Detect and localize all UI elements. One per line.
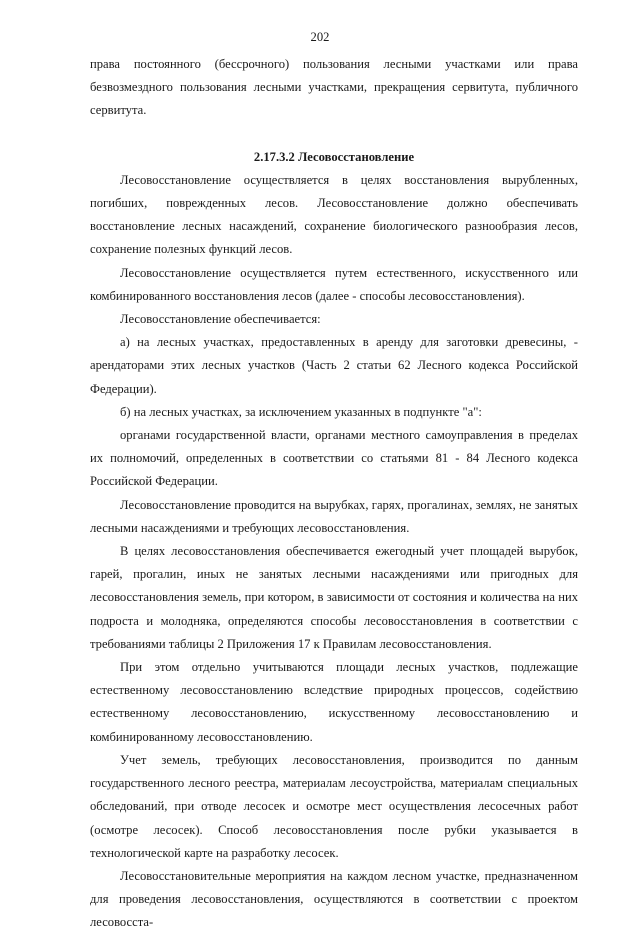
section-heading: 2.17.3.2 Лесовосстановление: [253, 149, 415, 164]
paragraph: а) на лесных участках, предоставленных в аренду для заготовки древесины, - арендаторами этих лесных участков (Часть 2 статьи 62 Лесного кодекса Российской Федерации).: [90, 335, 578, 396]
paragraph: Учет земель, требующих лесовосстановления, производится по данным государственного лесного реестра, материалам лесоустройства, материалам специальных обследований, при отводе лесосек и осмотре мест осуществления лесосечных работ (осмотре лесосек). Способ лесовосстановления после рубки указывается в технологической карте на разработку лесосек.: [90, 752, 578, 860]
paragraph: При этом отдельно учитываются площади лесных участков, подлежащие естественному лесовосстановлению вследствие природных процессов, содействию естественному лесовосстановлению, искусственному лесовосстановлению и комбинированному лесовосстановлению.: [90, 660, 578, 744]
paragraph: б) на лесных участках, за исключением указанных в подпункте "а":: [120, 404, 482, 419]
document-body: [90, 53, 578, 935]
lead-paragraph: права постоянного (бессрочного) пользования лесными участками или права безвозмездного пользования лесными участками, прекращения сервитута, публичного сервитута.: [90, 57, 578, 118]
paragraph: Лесовосстановление проводится на вырубках, гарях, прогалинах, землях, не занятых лесными насаждениями и требующих лесовосстановления.: [90, 497, 578, 535]
paragraph: Лесовосстановление осуществляется путем естественного, искусственного или комбинированного восстановления лесов (далее - способы лесовосстановления).: [90, 265, 578, 303]
paragraph: В целях лесовосстановления обеспечивается ежегодный учет площадей вырубок, гарей, прогалин, иных не занятых лесными насаждениями или пригодных для лесовосстановления земель, при котором, в зависимости от состояния и количества на них подроста и молодняка, определяются способы лесовосстановления в соответствии с требованиями таблицы 2 Приложения 17 к Правилам лесовосстановления.: [90, 544, 578, 651]
paragraph: Лесовосстановительные мероприятия на каждом лесном участке, предназначенном для проведения лесовосстановления, осуществляются в соответствии с проектом лесовосста-: [90, 868, 578, 930]
paragraph: органами государственной власти, органами местного самоуправления в пределах их полномочий, определенных в соответствии со статьями 81 - 84 Лесного кодекса Российской Федерации.: [90, 428, 578, 489]
paragraph: Лесовосстановление обеспечивается:: [120, 312, 321, 327]
paragraph: Лесовосстановление осуществляется в целях восстановления вырубленных, погибших, поврежденных лесов. Лесовосстановление должно обеспечивать восстановление лесных насаждений, сохранение биологического разнообразия лесов, сохранение полезных функций лесов.: [90, 172, 578, 257]
page-number: 202: [310, 30, 330, 44]
